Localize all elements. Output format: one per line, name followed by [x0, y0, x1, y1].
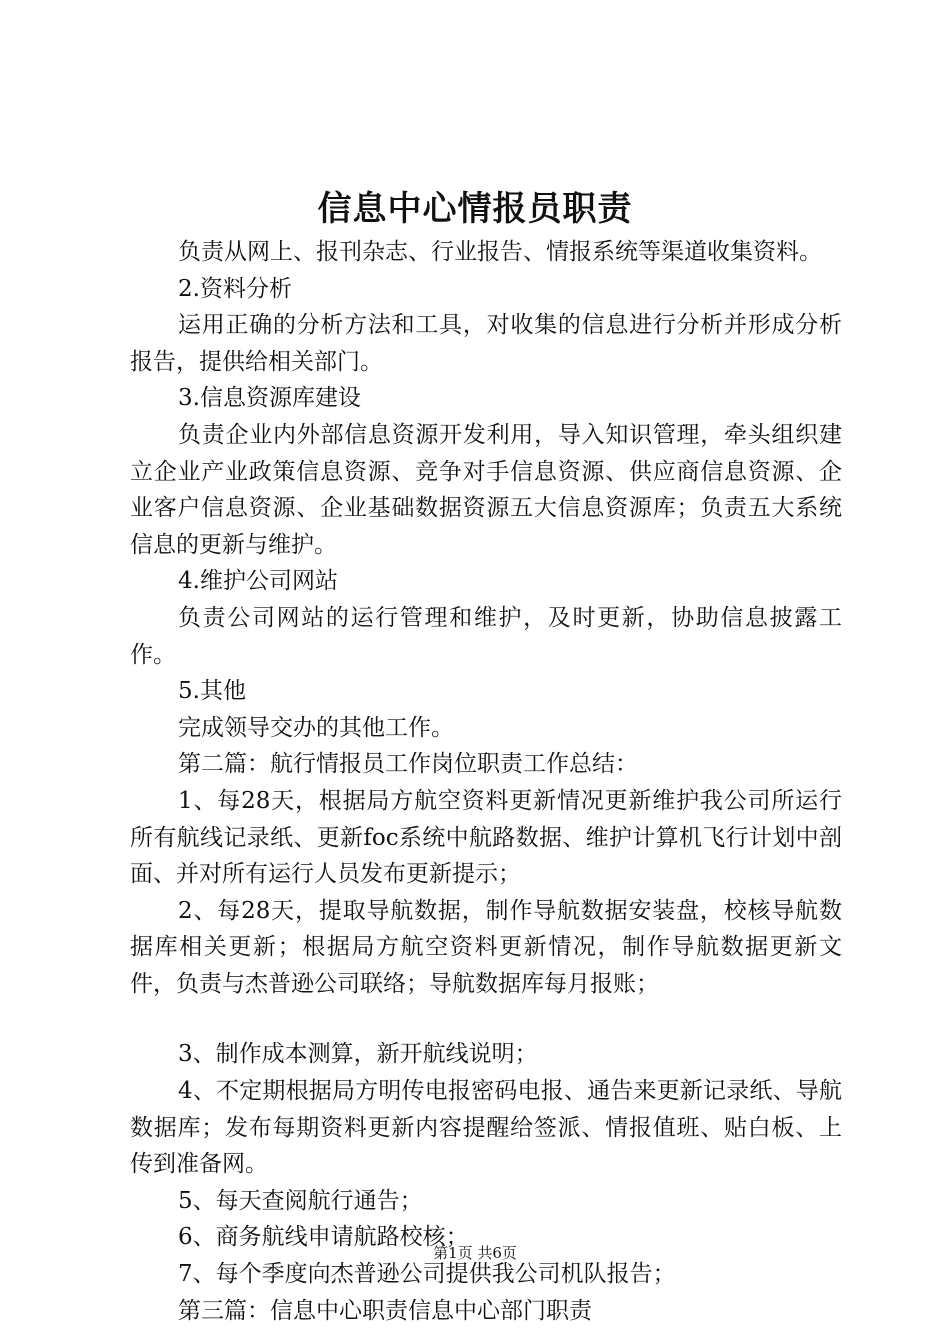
list-item: 2、每28天，提取导航数据，制作导航数据安装盘，校核导航数据库相关更新；根据局方航空资料更新情况，制作导航数据更新文件，负责与杰普逊公司联络；导航数据库每月报账；: [130, 897, 842, 997]
list-item: 4、不定期根据局方明传电报密码电报、通告来更新记录纸、导航数据库；发布每期资料更新内容提醒给签派、情报值班、贴白板、上传到准备网。: [130, 1078, 842, 1178]
list-item: 3、制作成本测算，新开航线说明；: [178, 1041, 538, 1068]
paragraph: 负责企业内外部信息资源开发利用，导入知识管理，牵头组织建立企业产业政策信息资源、竞争对手信息资源、供应商信息资源、企业客户信息资源、企业基础数据资源五大信息资源库；负责五大系统信息的更新与维护。: [130, 421, 842, 558]
section-heading: 3.信息资源库建设: [178, 385, 361, 412]
section-heading: 5.其他: [178, 678, 246, 705]
document-body: [130, 234, 842, 1329]
section-heading: 2.资料分析: [178, 275, 292, 302]
list-item: 1、每28天，根据局方航空资料更新情况更新维护我公司所运行所有航线记录纸、更新foc系统中航路数据、维护计算机飞行计划中剖面、并对所有运行人员发布更新提示；: [130, 787, 842, 888]
document-title: 信息中心情报员职责: [317, 189, 633, 229]
chapter-heading: 第二篇：航行情报员工作岗位职责工作总结：: [178, 751, 638, 778]
list-item: 6、商务航线申请航路校核；: [178, 1224, 469, 1251]
paragraph: 完成领导交办的其他工作。: [178, 714, 454, 741]
paragraph: 运用正确的分析方法和工具，对收集的信息进行分析并形成分析报告，提供给相关部门。: [130, 312, 842, 375]
list-item: 7、每个季度向杰普逊公司提供我公司机队报告；: [178, 1261, 676, 1288]
paragraph: 负责从网上、报刊杂志、行业报告、情报系统等渠道收集资料。: [178, 239, 822, 265]
list-item: 5、每天查阅航行通告；: [178, 1187, 423, 1214]
section-heading: 4.维护公司网站: [178, 568, 338, 595]
chapter-heading: 第三篇：信息中心职责信息中心部门职责: [178, 1297, 592, 1324]
paragraph: 负责公司网站的运行管理和维护，及时更新，协助信息披露工作。: [130, 604, 842, 668]
page-indicator: 第1页 共6页: [433, 1244, 517, 1262]
